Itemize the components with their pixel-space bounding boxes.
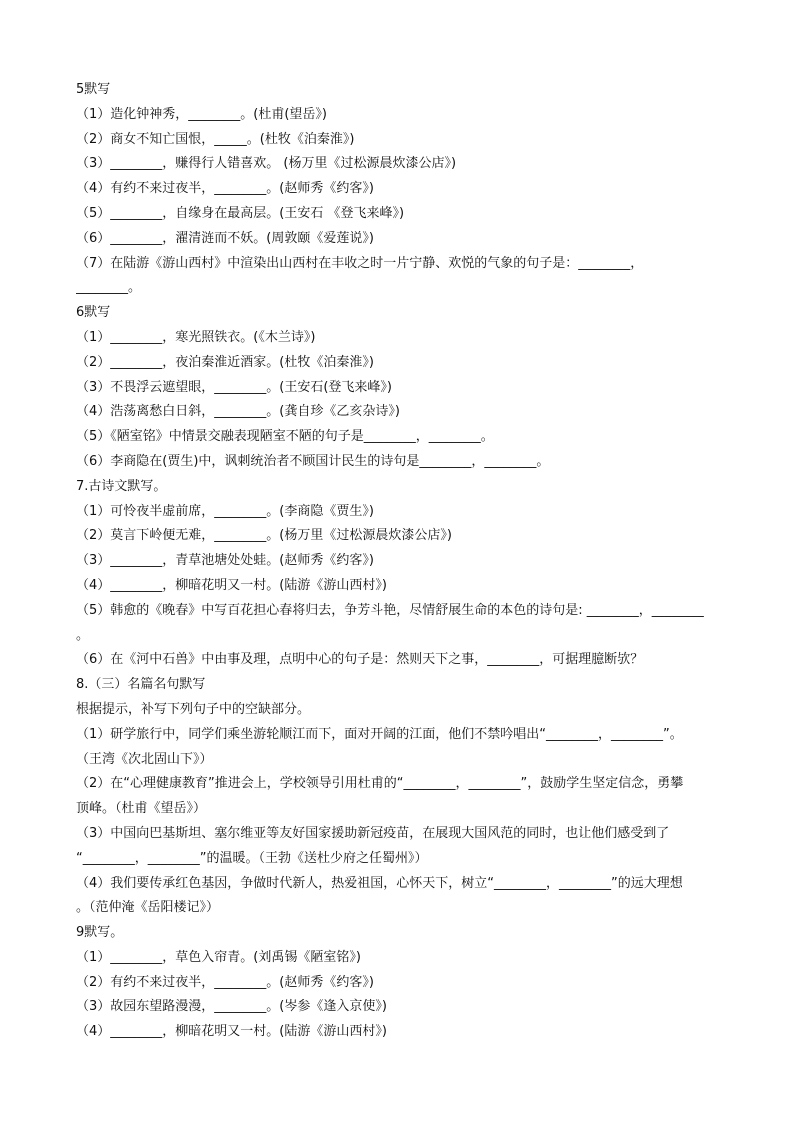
question-line: （3）中国向巴基斯坦、塞尔维亚等友好国家援助新冠疫苗，在展现大国风范的同时，也让他们感受到了 — [76, 825, 670, 841]
question-line-continued: （王湾《次北固山下》） — [76, 751, 213, 767]
question-line: （4）________，柳暗花明又一村。(陆游《游山西村》) — [76, 577, 387, 593]
question-line: （2）商女不知亡国恨，_____。(杜牧《泊秦淮》) — [76, 131, 355, 147]
section-heading-9: 9默写。 — [76, 925, 124, 941]
question-line-continued: 顶峰。（杜甫《望岳》） — [76, 801, 207, 817]
question-line: （1）可怜夜半虚前席，________。(李商隐《贾生》) — [76, 503, 374, 519]
question-line: （4）浩荡离愁白日斜，________。(龚自珍《乙亥杂诗》) — [76, 404, 400, 420]
instruction-line: 根据提示，补写下列句子中的空缺部分。 — [76, 701, 311, 717]
question-line: （5）《陋室铭》中情景交融表现陋室不陋的句子是________，________。 — [76, 429, 494, 445]
question-line: （6）________，濯清涟而不妖。(周敦颐《爱莲说》) — [76, 230, 374, 246]
question-line: （2）有约不来过夜半，________。(赵师秀《约客》) — [76, 974, 374, 990]
section-heading-5: 5默写 — [76, 82, 111, 97]
question-line: （6）李商隐在(贾生)中，讽刺统治者不顾国计民生的诗句是________，________。 — [76, 453, 550, 469]
question-line-continued: “________，________”的温暖。（王勃《送杜少府之任蜀州》） — [76, 850, 428, 866]
section-heading-7: 7.古诗文默写。 — [76, 478, 167, 494]
question-line: （1）________，草色入帘青。(刘禹锡《陋室铭》) — [76, 949, 361, 965]
question-line: （3）不畏浮云遮望眼，________。(王安石(登飞来峰》) — [76, 379, 392, 395]
question-line: （3）故园东望路漫漫，________。(岑参《逢入京使》) — [76, 999, 387, 1015]
question-line: （5）________，自缘身在最高层。(王安石 《登飞来峰》) — [76, 205, 405, 221]
question-line-continued: 。 — [76, 627, 90, 643]
question-line: （3）________，青草池塘处处蛙。(赵师秀《约客》) — [76, 553, 374, 569]
question-line: （4）________，柳暗花明又一村。(陆游《游山西村》) — [76, 1024, 387, 1040]
section-heading-8: 8.（三）名篇名句默写 — [76, 677, 206, 693]
section-heading-6: 6默写 — [76, 305, 111, 321]
question-line: （1）造化钟神秀，________。(杜甫(望岳》) — [76, 106, 327, 122]
question-line: （1）研学旅行中，同学们乘坐游轮顺江而下，面对开阔的江面，他们不禁吟唱出“________，________”。 — [76, 726, 683, 742]
question-line: （6）在《河中石兽》中由事及理，点明中心的句子是：然则天下之事，________，可据理臆断欤？ — [76, 652, 644, 668]
question-line: （7）在陆游《游山西村》中渲染出山西村在丰收之时一片宁静、欢悦的气象的句子是：________， — [76, 255, 644, 271]
question-line-continued: ________。 — [76, 280, 142, 296]
question-line: （2）在“心理健康教育”推进会上，学校领导引用杜甫的“________，________”，鼓励学生坚定信念，勇攀 — [76, 776, 684, 792]
question-line-continued: 。（范仲淹《岳阳楼记》） — [76, 900, 220, 916]
question-line: （4）有约不来过夜半，________。(赵师秀《约客》) — [76, 181, 374, 197]
question-line: （5）韩愈的《晚春》中写百花担心春将归去，争芳斗艳，尽情舒展生命的本色的诗句是: ________，________ — [76, 602, 704, 618]
question-line: （4）我们要传承红色基因，争做时代新人，热爱祖国，心怀天下，树立“________，________”的远大理想 — [76, 875, 683, 891]
question-line: （2）莫言下岭便无难，________。(杨万里《过松源晨炊漆公店》) — [76, 528, 452, 544]
question-line: （3）________，赚得行人错喜欢。 (杨万里《过松源晨炊漆公店》) — [76, 156, 457, 172]
question-line: （2）________，夜泊秦淮近酒家。(杜牧《泊秦淮》) — [76, 354, 374, 370]
question-line: （1）________，寒光照铁衣。(《木兰诗》) — [76, 329, 316, 345]
